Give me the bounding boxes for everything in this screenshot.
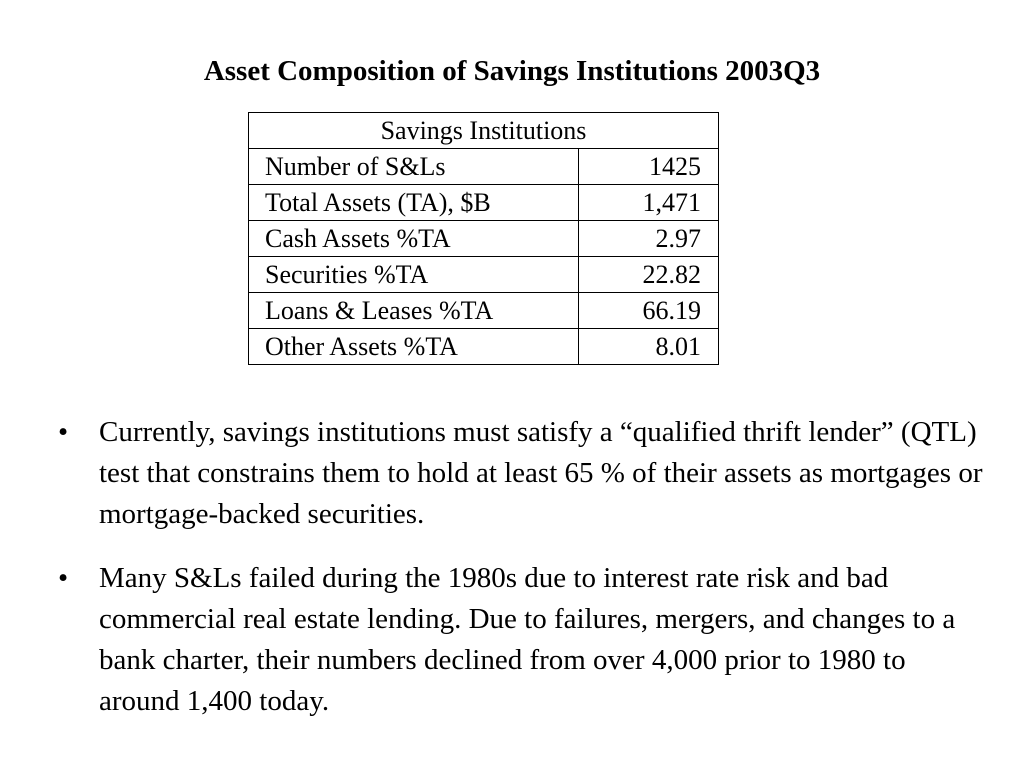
row-value: 1425 — [579, 149, 719, 185]
row-value: 22.82 — [579, 257, 719, 293]
row-label: Number of S&Ls — [249, 149, 579, 185]
bullet-item-failures — [0, 558, 1024, 722]
table-row — [249, 185, 719, 221]
table-row — [249, 149, 719, 185]
bullet-text: Currently, savings institutions must satisfy a “qualified thrift lender” (QTL) test that constrains them to hold at least 65 % of their assets as mortgages or mortgage-backed securities. — [99, 416, 983, 530]
table-row — [249, 293, 719, 329]
row-value: 2.97 — [579, 221, 719, 257]
row-label: Cash Assets %TA — [249, 221, 579, 257]
bullet-text: Many S&Ls failed during the 1980s due to interest rate risk and bad commercial real estate lending. Due to failures, mergers, and changes to a bank charter, their numbers declined from over 4,000 prior to 1980 to around 1,400 today. — [99, 562, 956, 717]
bullet-marker: • — [58, 416, 69, 448]
bullet-item-qtl-test — [0, 412, 1024, 535]
row-label: Loans & Leases %TA — [249, 293, 579, 329]
table-header: Savings Institutions — [249, 113, 719, 149]
row-label: Securities %TA — [249, 257, 579, 293]
table-row — [249, 329, 719, 365]
row-label: Total Assets (TA), $B — [249, 185, 579, 221]
table-row — [249, 257, 719, 293]
savings-institutions-table — [248, 112, 719, 365]
row-value: 8.01 — [579, 329, 719, 365]
table-header-row — [249, 113, 719, 149]
row-value: 1,471 — [579, 185, 719, 221]
bullet-list — [0, 412, 1024, 745]
bullet-marker: • — [58, 562, 69, 594]
slide-title: Asset Composition of Savings Institutions 2003Q3 — [203, 55, 821, 87]
table-row — [249, 221, 719, 257]
row-value: 66.19 — [579, 293, 719, 329]
row-label: Other Assets %TA — [249, 329, 579, 365]
